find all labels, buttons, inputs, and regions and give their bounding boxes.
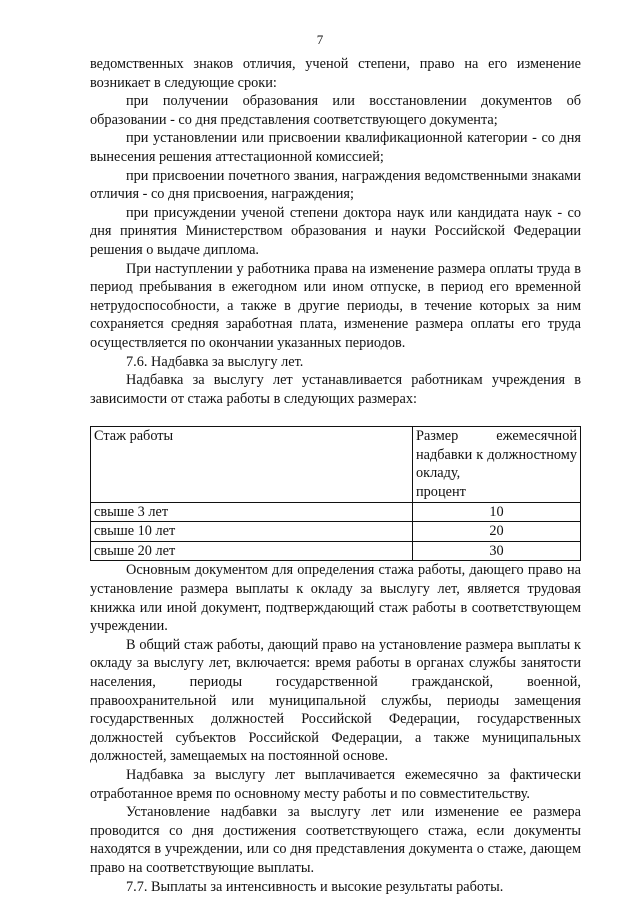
paragraph: при присвоении почетного звания, награждения ведомственными знаками отличия - со дня присвоения, награждения;: [90, 167, 581, 203]
paragraph: ведомственных знаков отличия, ученой степени, право на его изменение возникает в следующие сроки:: [90, 56, 581, 91]
seniority-bonus-table: [90, 426, 581, 561]
table-cell-value: 10: [413, 502, 581, 522]
section-heading-7-6: 7.6. Надбавка за выслугу лет.: [126, 353, 304, 370]
paragraph: В общий стаж работы, дающий право на установление размера выплаты к окладу за выслугу лет, включается: время работы в органах службы занятости населения, периоды государственной гражданской, военной, правоохранительной или муниципальной службы, периоды замещения государственных должностей Российской Федерации, государственных должностей субъектов Российской Федерации, а также муниципальных должностей, замещаемых на постоянной основе.: [90, 636, 581, 765]
paragraph: при получении образования или восстановлении документов об образовании - со дня представления соответствующего документа;: [90, 93, 581, 128]
table-header-label: Стаж работы: [91, 427, 413, 502]
table-cell-value: 20: [413, 522, 581, 542]
table-cell-label: свыше 10 лет: [91, 522, 413, 542]
paragraph: Надбавка за выслугу лет устанавливается работникам учреждения в зависимости от стажа работы в следующих размерах:: [90, 372, 581, 407]
paragraph: при установлении или присвоении квалификационной категории - со дня вынесения решения аттестационной комиссией;: [90, 130, 581, 165]
table-header-value-line: процент: [416, 484, 466, 501]
table-header-row: [91, 427, 581, 502]
table-cell-value: 30: [413, 541, 581, 561]
section-heading-7-7: 7.7. Выплаты за интенсивность и высокие результаты работы.: [126, 878, 504, 895]
table-header-value-line: Размер ежемесячной надбавки к должностному окладу,: [416, 428, 577, 482]
table-header-value: [413, 427, 581, 502]
paragraph: Основным документом для определения стажа работы, дающего право на установление размера выплаты к окладу за выслугу лет, является трудовая книжка или иной документ, подтверждающий стаж работы в соответствующем учреждении.: [90, 562, 581, 635]
paragraph: При наступлении у работника права на изменение размера оплаты труда в период пребывания в ежегодном или ином отпуске, в период его временной нетрудоспособности, а также в другие периоды, в течение которых за ним сохраняется средняя заработная плата, изменение размера оплаты его труда осуществляется по окончании указанных периодов.: [90, 260, 581, 351]
table-row: [91, 541, 581, 561]
table-cell-label: свыше 20 лет: [91, 541, 413, 561]
table-cell-label: свыше 3 лет: [91, 502, 413, 522]
page-number: 7: [316, 32, 324, 47]
paragraph: при присуждении ученой степени доктора наук или кандидата наук - со дня принятия Министерством образования и науки Российской Федерации решения о выдаче диплома.: [90, 204, 581, 258]
paragraph: Установление надбавки за выслугу лет или изменение ее размера проводится со дня достижения соответствующего стажа, если документы находятся в учреждении, или со дня представления документа о стаже, дающем право на соответствующие выплаты.: [90, 804, 581, 876]
paragraph: Надбавка за выслугу лет выплачивается ежемесячно за фактически отработанное время по основному месту работы и по совместительству.: [90, 766, 581, 802]
table-row: [91, 502, 581, 522]
document-body: [90, 55, 581, 896]
table-row: [91, 522, 581, 542]
